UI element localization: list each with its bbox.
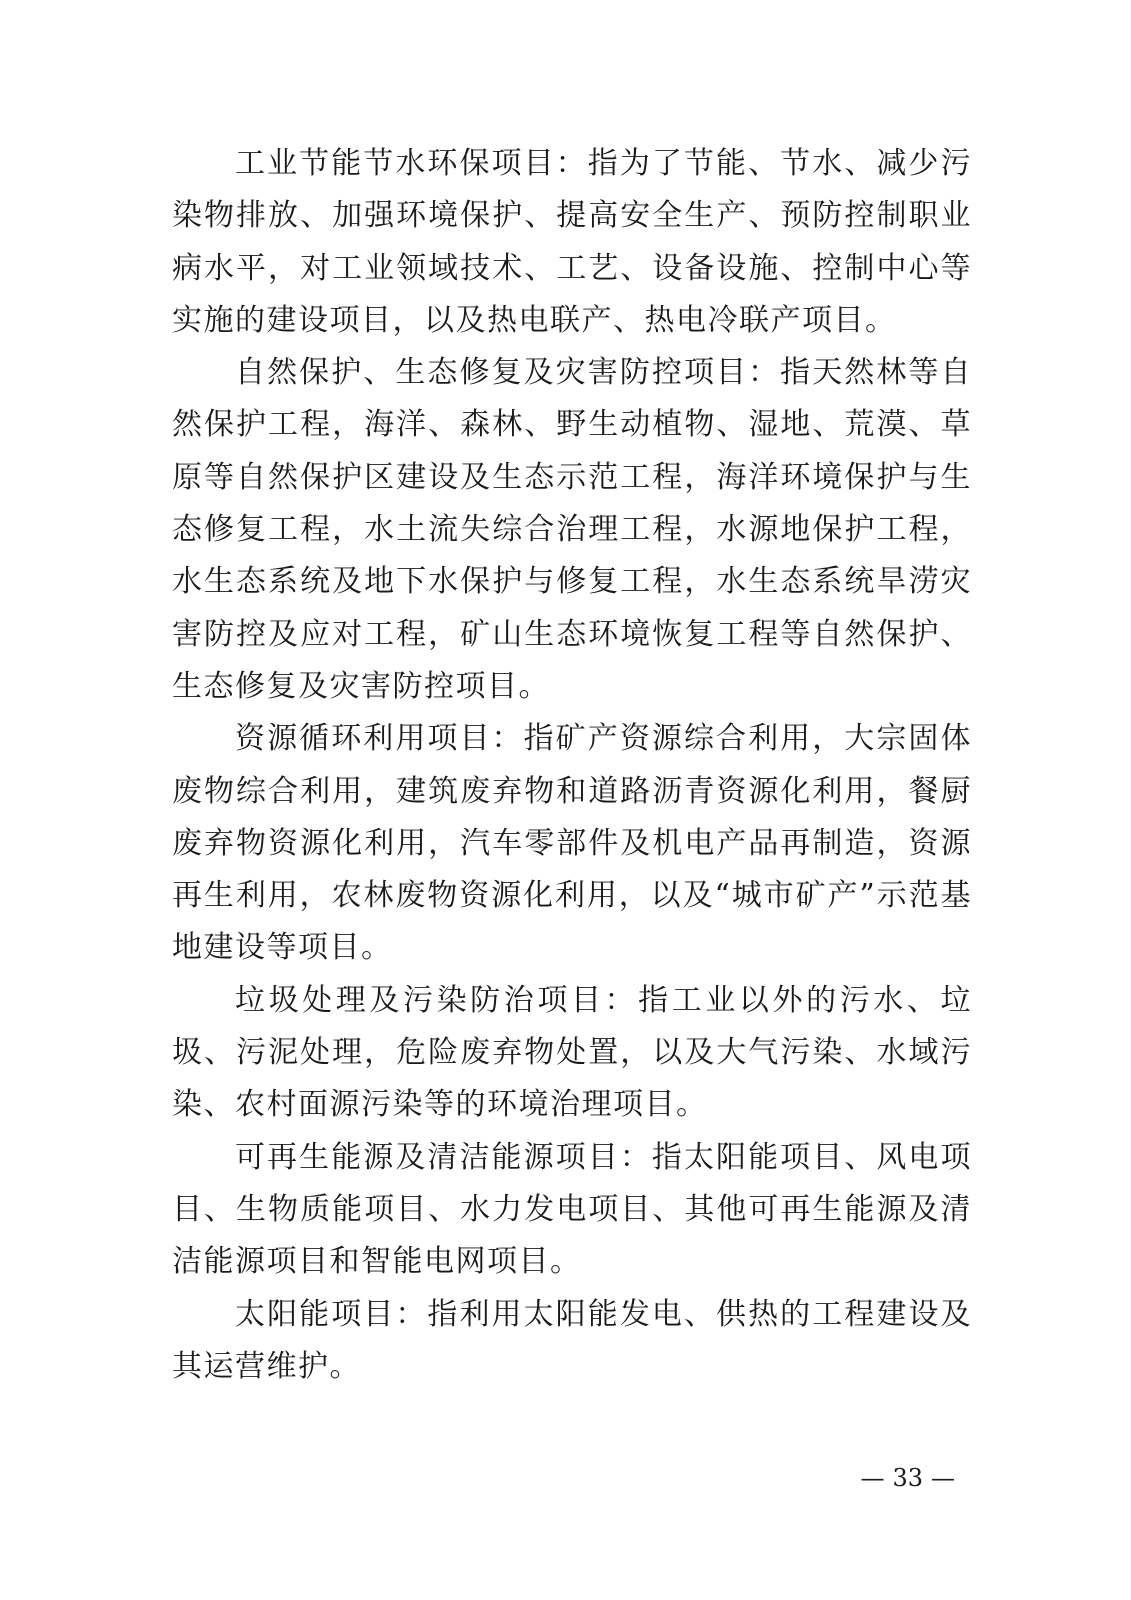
paragraph-resource-recycling: 资源循环利用项目：指矿产资源综合利用，大宗固体废物综合利用，建筑废弃物和道路沥青资源化利用，餐厨废弃物资源化利用，汽车零部件及机电产品再制造，资源再生利用，农林废物资源化利用，以及“城市矿产”示范基地建设等项目。 (172, 721, 972, 966)
page-number-right-dash: — (931, 1464, 955, 1492)
page-number-left-dash: — (860, 1464, 885, 1492)
document-body (172, 138, 972, 1393)
page-number: 33 (892, 1464, 923, 1492)
paragraph-waste-pollution: 垃圾处理及污染防治项目：指工业以外的污水、垃圾、污泥处理，危险废弃物处置，以及大气污染、水域污染、农村面源污染等的环境治理项目。 (172, 982, 972, 1123)
paragraph-renewable-energy: 可再生能源及清洁能源项目：指太阳能项目、风电项目、生物质能项目、水力发电项目、其他可再生能源及清洁能源项目和智能电网项目。 (172, 1139, 972, 1280)
paragraph-natural-protection: 自然保护、生态修复及灾害防控项目：指天然林等自然保护工程，海洋、森林、野生动植物、湿地、荒漠、草原等自然保护区建设及生态示范工程，海洋环境保护与生态修复工程，水土流失综合治理工程，水源地保护工程，水生态系统及地下水保护与修复工程，水生态系统旱涝灾害防控及应对工程，矿山生态环境恢复工程等自然保护、生态修复及灾害防控项目。 (172, 355, 972, 704)
page-number-footer (852, 1463, 963, 1493)
paragraph-solar-energy: 太阳能项目：指利用太阳能发电、供热的工程建设及其运营维护。 (172, 1296, 972, 1384)
paragraph-industrial-energy-saving: 工业节能节水环保项目：指为了节能、节水、减少污染物排放、加强环境保护、提高安全生产、预防控制职业病水平，对工业领域技术、工艺、设备设施、控制中心等实施的建设项目，以及热电联产、热电冷联产项目。 (172, 146, 972, 338)
